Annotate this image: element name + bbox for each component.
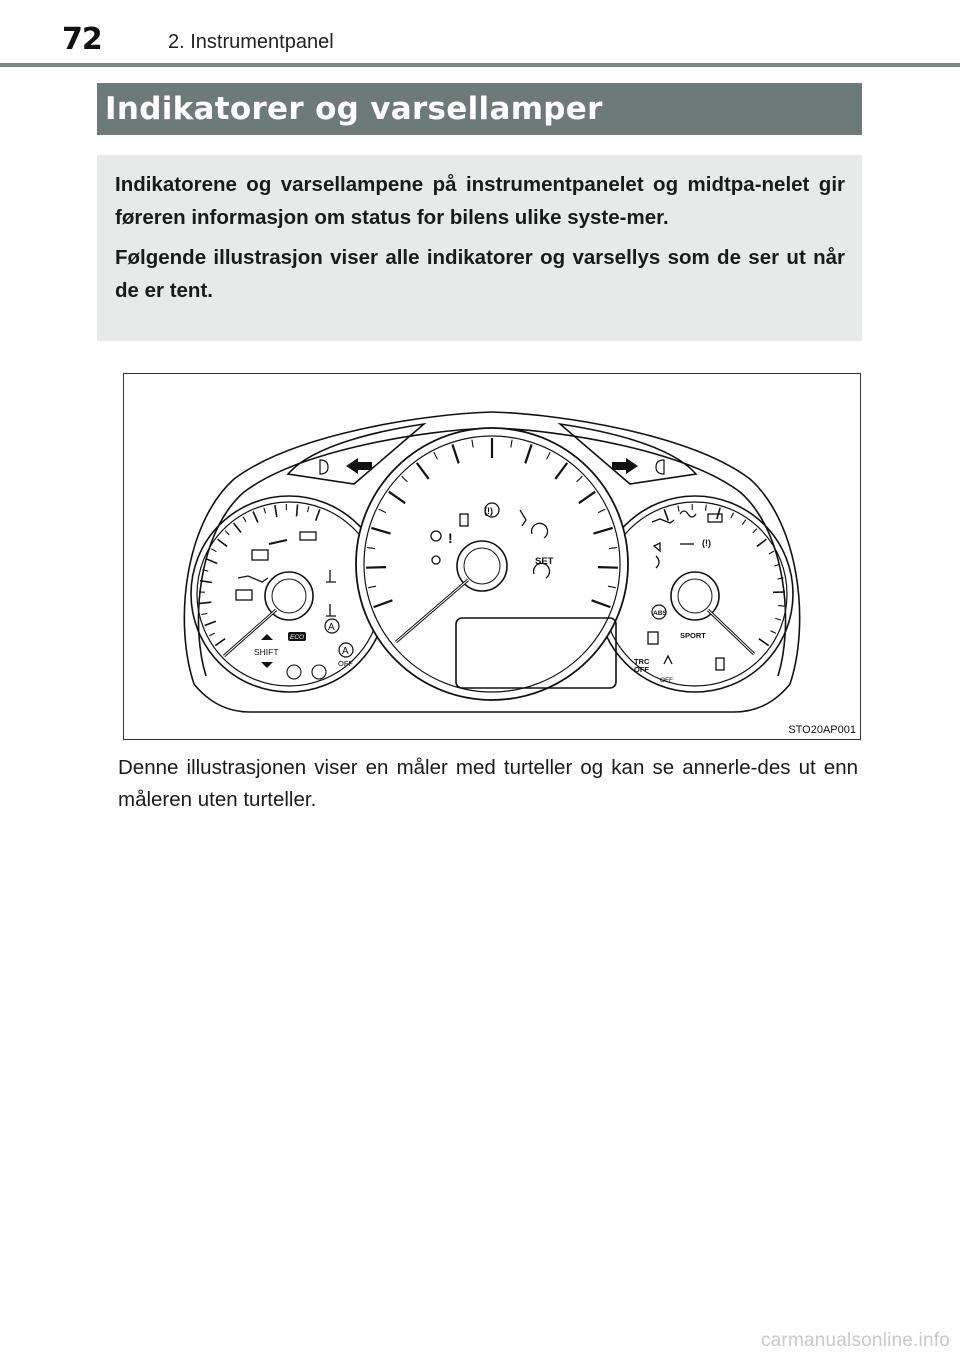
intro-box	[97, 155, 862, 341]
gauge-tick	[316, 509, 320, 520]
section-banner	[97, 83, 862, 135]
tpms-label: (!)	[702, 538, 711, 548]
vsc-off-label: OFF	[660, 677, 673, 684]
gauge-tick	[742, 520, 745, 525]
trc-off-label: OFF	[634, 665, 649, 674]
gauge-tick	[753, 529, 757, 533]
gauge-tick	[218, 539, 228, 546]
speedometer	[356, 428, 628, 700]
gauge-tick	[308, 506, 309, 512]
auto-off-label: OFF	[338, 659, 353, 668]
auto-hold-label: A	[328, 622, 335, 633]
shift-label: SHIFT	[254, 647, 279, 657]
gauge-tick	[206, 559, 217, 564]
check-warning-label: !	[448, 530, 453, 546]
shift-up-arrow	[261, 634, 273, 640]
gauge-tick	[297, 504, 298, 516]
right-gauge	[597, 496, 793, 692]
gauge-tick	[243, 517, 246, 522]
gauge-tick	[234, 523, 241, 532]
gauge-tick	[264, 508, 266, 514]
gauge-tick	[759, 639, 769, 646]
intro-paragraph-2: Følgende illustrasjon viser alle indikatorer og varsellys som de ser ut når de er tent.	[115, 246, 845, 302]
figure-code: STO20AP001	[788, 724, 856, 736]
gauge-tick	[731, 513, 734, 519]
brake-warning-label: (!)	[484, 506, 493, 516]
gauge-tick	[598, 567, 618, 568]
set-label: SET	[535, 556, 554, 567]
gauge-tick	[225, 531, 229, 535]
header-rule	[0, 63, 960, 67]
figure-caption: Denne illustrasjonen viser en måler med turteller og kan se annerle-des ut enn måleren uten turteller.	[118, 756, 858, 811]
gauge-tick	[757, 539, 767, 546]
gauge-tick	[775, 618, 781, 620]
instrument-cluster-figure	[123, 373, 861, 740]
chapter-title: 2. Instrumentpanel	[168, 31, 334, 53]
gauge-tick	[200, 602, 212, 603]
gauge-tick	[211, 549, 216, 552]
gauge-tick	[771, 631, 776, 634]
gauge-tick	[205, 621, 216, 625]
abs-label: ABS	[653, 610, 667, 617]
gauge-tick	[275, 505, 277, 517]
instrument-cluster-illustration	[124, 374, 860, 738]
gauge-tick	[664, 509, 668, 520]
auto-off-a-label: A	[342, 646, 349, 657]
gauge-tick	[717, 508, 720, 519]
gauge-tick	[778, 605, 784, 606]
eco-label: ECO	[290, 634, 305, 641]
gauge-tick	[253, 512, 258, 523]
section-title: Indikatorer og varsellamper	[105, 91, 603, 127]
gauge-tick	[706, 505, 707, 511]
gauge-tick	[209, 633, 214, 636]
gauge-tick	[201, 613, 207, 614]
shift-down-arrow	[261, 662, 273, 668]
gauge-tick	[215, 639, 225, 646]
watermark: carmanualsonline.info	[760, 1330, 950, 1351]
trc-label: TRC	[634, 657, 650, 666]
page-number: 72	[62, 22, 102, 57]
intro-paragraph-1: Indikatorene og varsellampene på instrumentpanelet og midtpa-nelet gir føreren informasjon om status for bilens ulike syste-mer.	[115, 173, 845, 229]
gauge-tick	[769, 551, 774, 554]
left-gauge	[191, 496, 387, 692]
gauge-tick	[366, 567, 386, 568]
sport-label: SPORT	[680, 631, 706, 640]
gauge-tick	[678, 506, 679, 512]
